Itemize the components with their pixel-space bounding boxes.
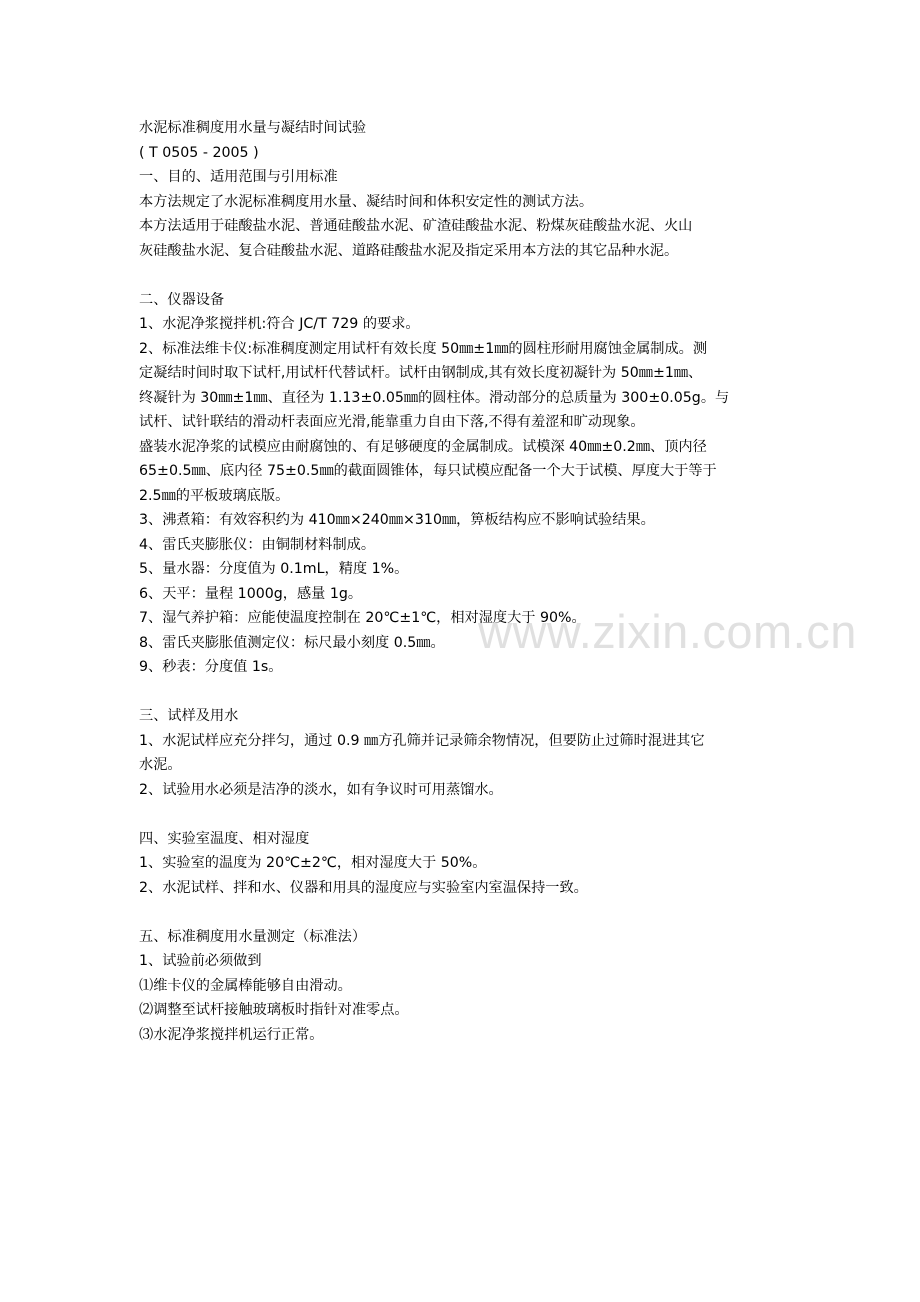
document-title: 水泥标准稠度用水量与凝结时间试验 bbox=[139, 120, 367, 136]
paragraph-line: 2、水泥试样、拌和水、仪器和用具的湿度应与实验室内室温保持一致。 bbox=[139, 879, 588, 896]
paragraph-line: 3、沸煮箱：有效容积约为 410㎜×240㎜×310㎜，箅板结构应不影响试验结果。 bbox=[139, 512, 655, 528]
paragraph-line: ⑵调整至试杆接触玻璃板时指针对准零点。 bbox=[139, 1002, 409, 1018]
paragraph-line: 65±0.5㎜、底内径 75±0.5㎜的截面圆锥体，每只试模应配备一个大于试模、厚度大于等于 bbox=[139, 463, 717, 479]
paragraph-line: 9、秒表：分度值 1s。 bbox=[139, 659, 283, 675]
paragraph-gap bbox=[139, 900, 789, 925]
section-heading-purpose: 一、目的、适用范围与引用标准 bbox=[139, 169, 338, 185]
paragraph-line: 2、试验用水必须是洁净的淡水，如有争议时可用蒸馏水。 bbox=[139, 781, 503, 798]
paragraph-gap bbox=[139, 680, 789, 705]
paragraph-line: 8、雷氏夹膨胀值测定仪：标尺最小刻度 0.5㎜。 bbox=[139, 634, 445, 651]
paragraph-line: 本方法规定了水泥标准稠度用水量、凝结时间和体积安定性的测试方法。 bbox=[139, 193, 594, 210]
paragraph-line: 水泥。 bbox=[139, 757, 182, 773]
paragraph-line: 试杆、试针联结的滑动杆表面应光滑,能靠重力自由下落,不得有羞涩和旷动现象。 bbox=[139, 414, 645, 430]
paragraph-line: 1、水泥净浆搅拌机:符合 JC/T 729 的要求。 bbox=[139, 316, 420, 332]
paragraph-line: 本方法适用于硅酸盐水泥、普通硅酸盐水泥、矿渣硅酸盐水泥、粉煤灰硅酸盐水泥、火山 bbox=[139, 218, 693, 234]
section-heading-samples: 三、试样及用水 bbox=[139, 708, 239, 724]
document-body bbox=[139, 116, 789, 1047]
watermark: www.zixin.com.cn bbox=[478, 605, 857, 658]
paragraph-line: 1、水泥试样应充分拌匀，通过 0.9 ㎜方孔筛并记录筛余物情况，但要防止过筛时混进其它 bbox=[139, 732, 705, 749]
paragraph-line: ⑶水泥净浆搅拌机运行正常。 bbox=[139, 1026, 324, 1043]
paragraph-gap bbox=[139, 802, 789, 827]
section-heading-equipment: 二、仪器设备 bbox=[139, 291, 225, 308]
paragraph-line: 4、雷氏夹膨胀仪：由铜制材料制成。 bbox=[139, 536, 376, 553]
section-heading-consistency: 五、标准稠度用水量测定（标准法） bbox=[139, 928, 367, 945]
paragraph-gap bbox=[139, 263, 789, 288]
paragraph-line: 7、湿气养护箱：应能使温度控制在 20℃±1℃，相对湿度大于 90%。 bbox=[139, 610, 586, 626]
standard-code: ( T 0505 - 2005 ) bbox=[139, 144, 259, 161]
paragraph-line: 1、试验前必须做到 bbox=[139, 953, 262, 969]
paragraph-line: 定凝结时间时取下试杆,用试杆代替试杆。试杆由钢制成,其有效长度初凝针为 50㎜±1㎜、 bbox=[139, 365, 703, 381]
paragraph-line: 5、量水器：分度值为 0.1mL，精度 1%。 bbox=[139, 561, 409, 577]
paragraph-line: 1、实验室的温度为 20℃±2℃，相对湿度大于 50%。 bbox=[139, 855, 487, 871]
paragraph-line: ⑴维卡仪的金属棒能够自由滑动。 bbox=[139, 977, 352, 994]
paragraph-line: 盛装水泥净浆的试模应由耐腐蚀的、有足够硬度的金属制成。试模深 40㎜±0.2㎜、顶内径 bbox=[139, 438, 707, 455]
paragraph-line: 终凝针为 30㎜±1㎜、直径为 1.13±0.05㎜的圆柱体。滑动部分的总质量为 300±0.05g。与 bbox=[139, 389, 730, 406]
paragraph-line: 6、天平：量程 1000g，感量 1g。 bbox=[139, 585, 363, 602]
section-heading-lab-conditions: 四、实验室温度、相对湿度 bbox=[139, 830, 310, 847]
paragraph-line: 2.5㎜的平板玻璃底版。 bbox=[139, 487, 290, 504]
paragraph-line: 灰硅酸盐水泥、复合硅酸盐水泥、道路硅酸盐水泥及指定采用本方法的其它品种水泥。 bbox=[139, 242, 679, 259]
paragraph-line: 2、标准法维卡仪:标准稠度测定用试杆有效长度 50㎜±1㎜的圆柱形耐用腐蚀金属制成。测 bbox=[139, 340, 708, 357]
